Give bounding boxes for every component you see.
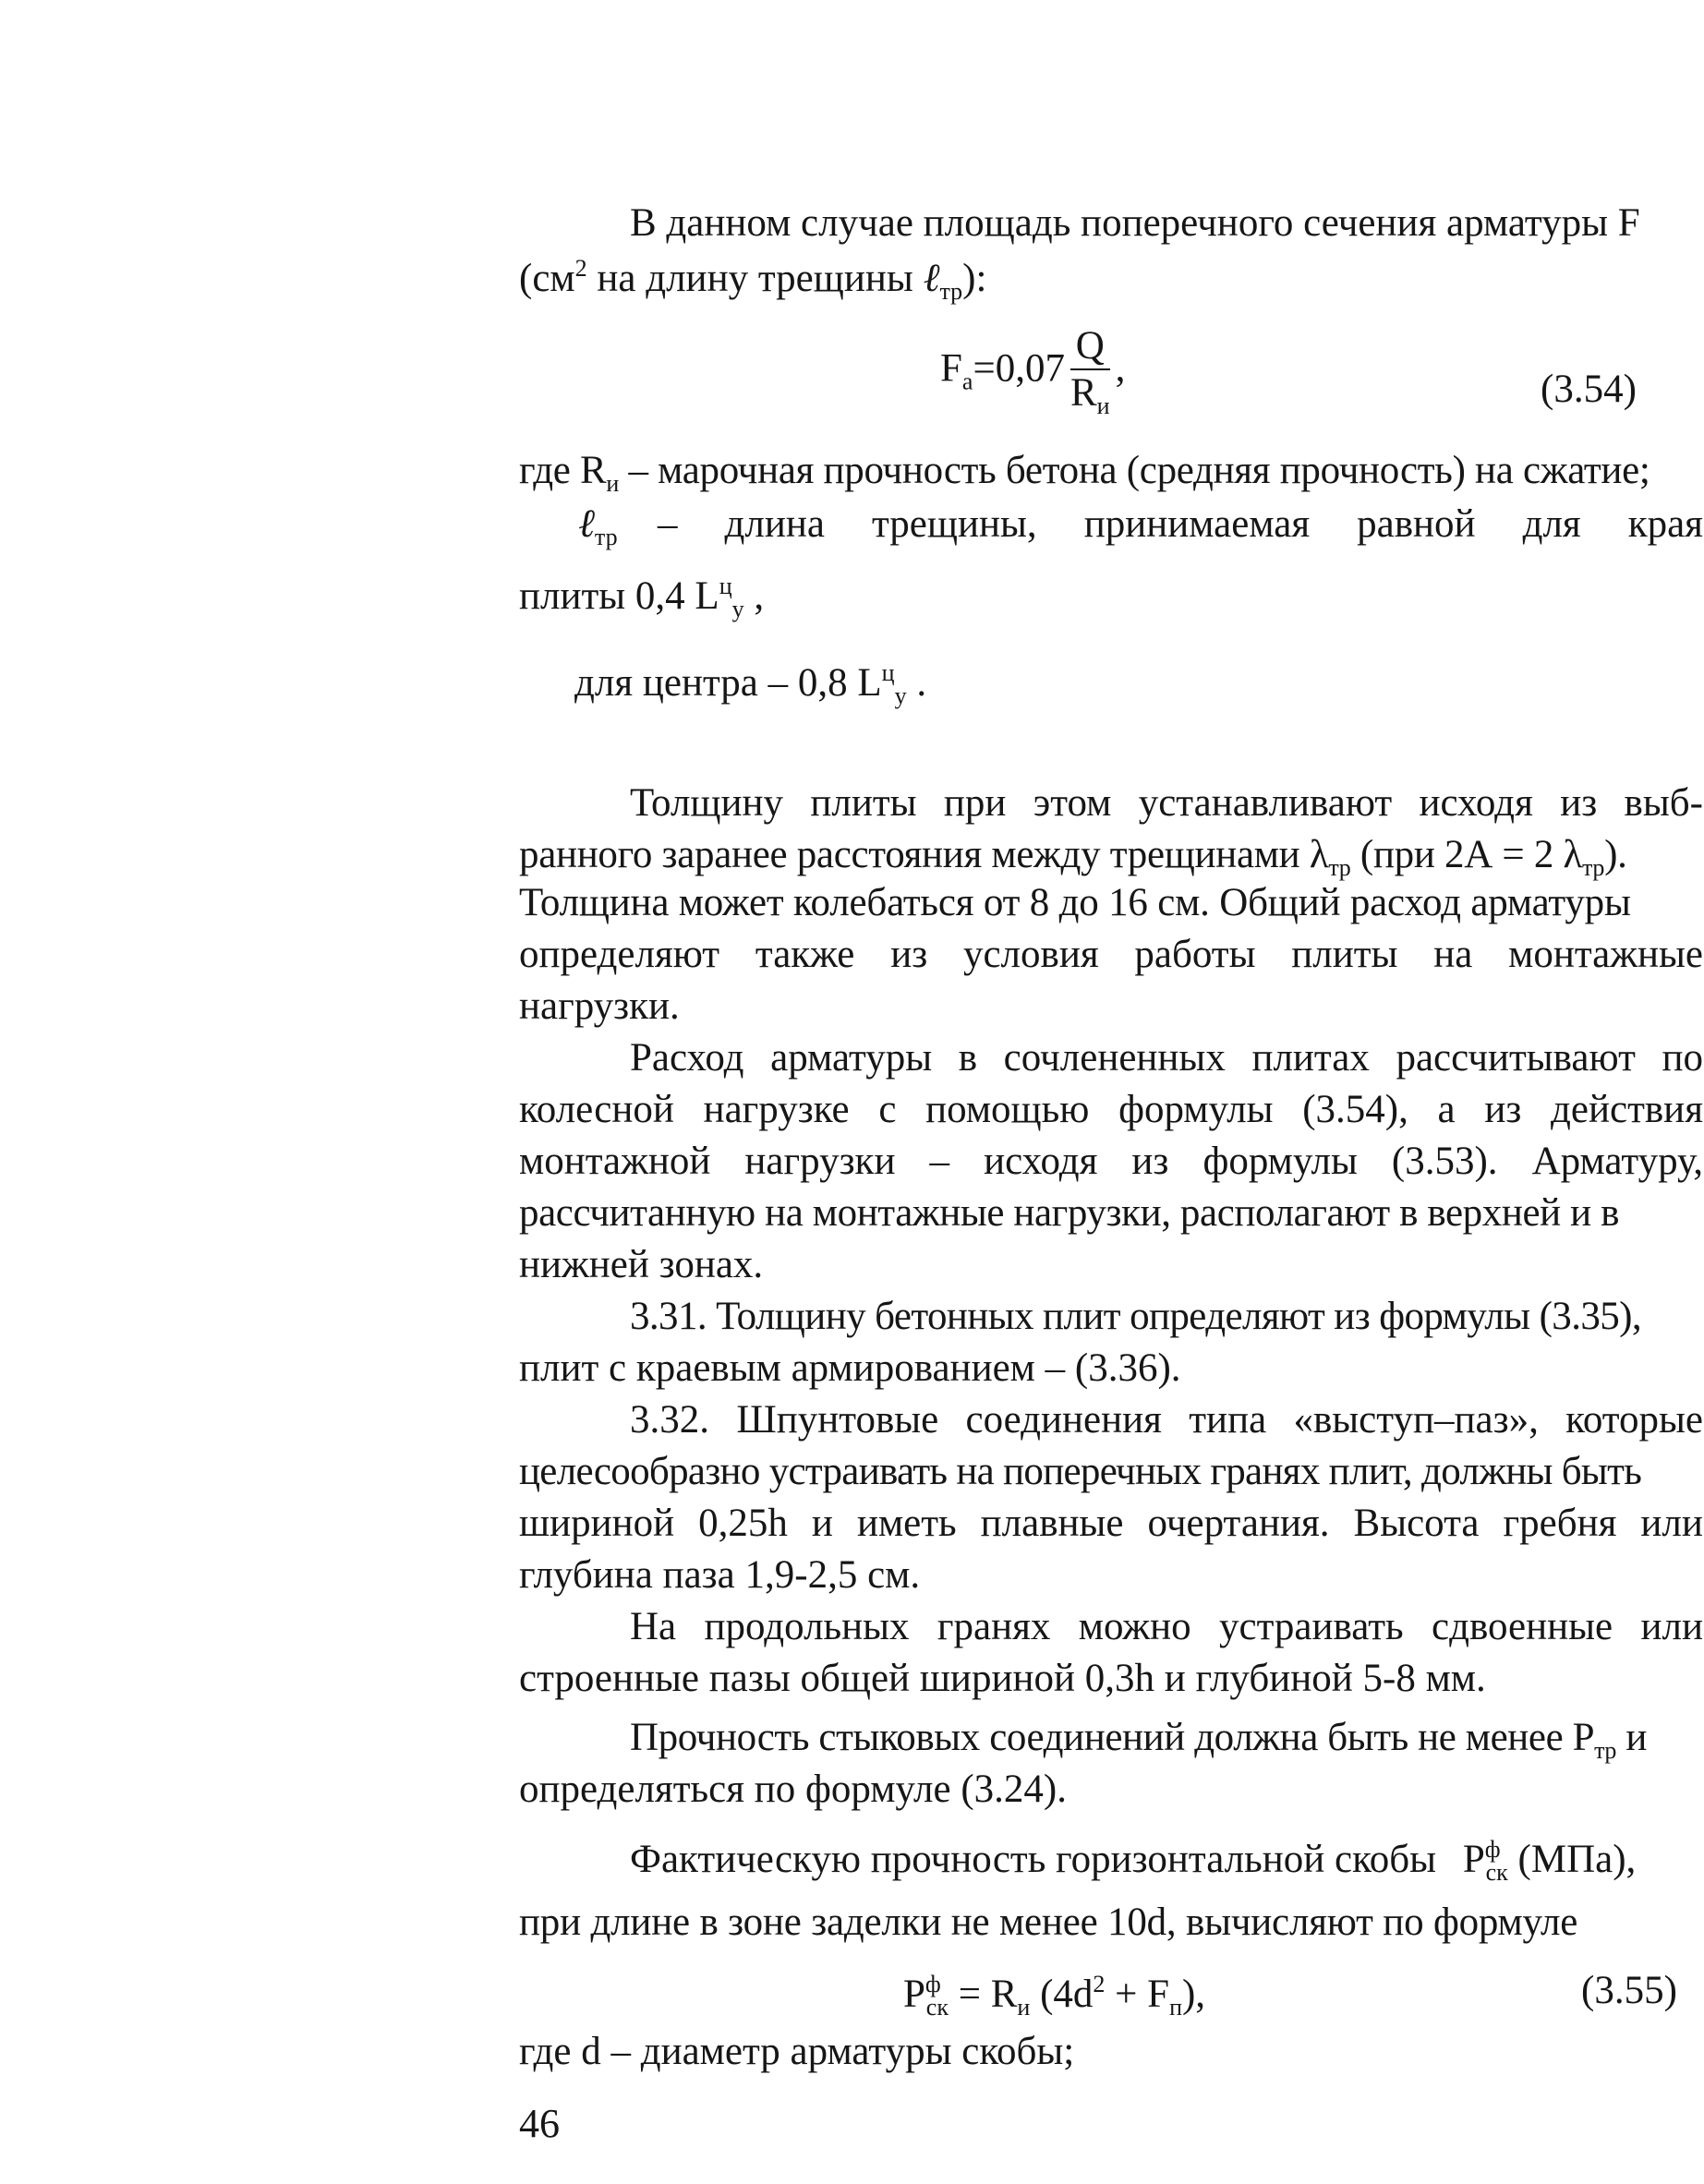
section-3-31-line-2: плит с краевым армированием – (3.36). [519,1346,1181,1390]
definition-line-4: для центра – 0,8 $L^ц_у$ . [574,659,927,709]
paragraph-6-line-2: при длине в зоне заделки не менее 10d, вычисляют по формуле [519,1900,1578,1944]
paragraph-1-line-2: ($см^2$ на длину трещины ℓ$_{тр}$): [519,255,987,305]
fraction: $\frac{Q}{R_и}$ [1070,324,1110,420]
definition-line-1: где $R_и$ – марочная прочность бетона (средняя прочность) на сжатие; [519,449,1650,497]
paragraph-5-line-1: Прочность стыковых соединений должна быть не менее $P_{тр}$ и [630,1716,1648,1764]
paragraph-2-line-2: ранного заранее расстояния между трещинами $\lambda_{тр}$ (при 2А = 2 $\lambda_{тр}$). [519,833,1627,881]
equation-3-54: $F_а=0,07$ $\frac{Q}{R_и}$ , [940,324,1126,420]
paragraph-2-line-4: определяют также из условия работы плиты на монтажные [519,933,1703,976]
paragraph-4-line-1: На продольных гранях можно устраивать сдвоенные или [630,1605,1703,1648]
paragraph-5-line-2: определяться по формуле (3.24). [519,1768,1067,1811]
equation-3-55: $P^ф_{ск} = R_и$ $(4d^2 + F_п)$, [903,1971,1206,2021]
definition-line-2: – длина трещины, принимаемая равной для края [658,502,1703,546]
page-number: 46 [519,2101,560,2146]
paragraph-3-line-2: колесной нагрузке с помощью формулы (3.54), а из действия [519,1088,1703,1131]
definition-d-line: где d – диаметр арматуры скобы; [519,2030,1075,2073]
paragraph-2-line-1: Толщину плиты при этом устанавливают исходя из выб- [630,781,1703,825]
definition-ell: ℓ$_{тр}$ [578,502,618,550]
definition-line-3: плиты 0,4 $L^ц_у$ , [519,573,765,622]
section-3-31-line-1: 3.31. Толщину бетонных плит определяют из формулы (3.35), [630,1295,1642,1338]
paragraph-3-line-1: Расход арматуры в сочлененных плитах рассчитывают по [630,1036,1703,1080]
equation-3-54-number: (3.54) [1541,368,1637,411]
paragraph-2-line-5: нагрузки. [519,984,680,1028]
paragraph-3-line-4: рассчитанную на монтажные нагрузки, располагают в верхней и в [519,1191,1620,1235]
section-3-32-line-1: 3.32. Шпунтовые соединения типа «выступ–паз», которые [630,1398,1703,1442]
paragraph-3-line-5: нижней зонах. [519,1243,764,1286]
section-3-32-line-4: глубина паза 1,9-2,5 см. [519,1553,921,1597]
paragraph-3-line-3: монтажной нагрузки – исходя из формулы (3.53). Арматуру, [519,1140,1703,1183]
paragraph-6-line-1: Фактическую прочность горизонтальной скобы $P^ф_{ск}$ (МПа), [630,1836,1637,1886]
section-3-32-line-2: целесообразно устраивать на поперечных гранях плит, должны быть [519,1450,1642,1493]
section-3-32-line-3: шириной 0,25h и иметь плавные очертания. Высота гребня или [519,1502,1703,1545]
paragraph-1-line-1: В данном случае площадь поперечного сечения арматуры F [630,201,1640,245]
equation-3-55-number: (3.55) [1581,1969,1677,2012]
paragraph-2-line-3: Толщина может колебаться от 8 до 16 см. Общий расход арматуры [519,881,1631,924]
paragraph-4-line-2: строенные пазы общей шириной 0,3h и глубиной 5-8 мм. [519,1657,1486,1700]
